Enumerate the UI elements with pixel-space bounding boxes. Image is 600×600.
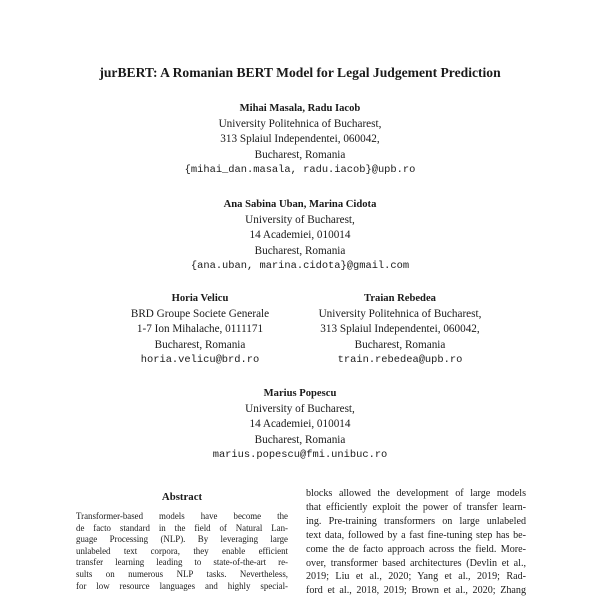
affiliation-line: Bucharest, Romania: [254, 148, 346, 161]
author-block-uban-cidota: [0, 197, 600, 275]
abstract-line: guage Processing (NLP). By leveraging large: [76, 534, 288, 545]
abstract-line: for low resource languages and highly special-: [76, 580, 288, 591]
abstract-line: unlabeled text corpora, they enable efficient: [76, 545, 288, 556]
affiliation-line: 1-7 Ion Mihalache, 0111171: [136, 323, 264, 335]
author-names: Horia Velicu: [171, 293, 229, 304]
abstract-heading: Abstract: [161, 491, 203, 503]
affiliation-line: University Politehnica of Bucharest,: [218, 117, 382, 130]
author-block-rebedea: [300, 291, 500, 369]
abstract-body: [76, 511, 288, 592]
affiliation-line: University of Bucharest,: [245, 213, 355, 226]
affiliation-line: 14 Academiei, 010014: [249, 229, 351, 241]
abstract-line: Transformer-based models have become the: [76, 511, 288, 521]
author-names: Traian Rebedea: [364, 293, 436, 304]
body-line: ing. Pre-training transformers on large unlabeled: [306, 515, 526, 527]
body-line: 2019; Liu et al., 2020; Yang et al., 2019; Rad-: [306, 571, 526, 583]
paper-title: jurBERT: A Romanian BERT Model for Legal Judgement Prediction: [99, 65, 501, 80]
author-block-masala-iacob: [0, 101, 600, 179]
body-line: that efficiently exploit the power of transfer learn-: [306, 501, 526, 513]
affiliation-line: 14 Academiei, 010014: [249, 418, 351, 430]
affiliation-line: Bucharest, Romania: [354, 338, 446, 351]
author-email: {ana.uban, marina.cidota}@gmail.com: [190, 260, 410, 272]
affiliation-line: BRD Groupe Societe Generale: [130, 307, 270, 320]
abstract-line: transfer learning leading to state-of-the-art re-: [76, 557, 288, 568]
affiliation-line: Bucharest, Romania: [154, 338, 246, 351]
affiliation-line: Bucharest, Romania: [254, 433, 346, 446]
author-block-popescu: [0, 386, 600, 464]
affiliation-line: University Politehnica of Bucharest,: [318, 307, 482, 320]
author-email: marius.popescu@fmi.unibuc.ro: [212, 449, 388, 461]
affiliation-line: 313 Splaiul Independentei, 060042,: [220, 133, 380, 145]
author-names: Ana Sabina Uban, Marina Cidota: [223, 199, 377, 210]
abstract-line: sults on numerous NLP tasks. Nevertheless,: [76, 568, 288, 579]
body-line: ford et al., 2018, 2019; Brown et al., 2020; Zhang: [306, 585, 526, 597]
author-email: {mihai_dan.masala, radu.iacob}@upb.ro: [184, 164, 416, 176]
author-names: Marius Popescu: [263, 388, 337, 399]
author-names: Mihai Masala, Radu Iacob: [239, 103, 361, 114]
author-email: horia.velicu@brd.ro: [140, 354, 260, 366]
body-line: over, transformer based architectures (Devlin et al.,: [306, 557, 526, 569]
affiliation-line: University of Bucharest,: [245, 402, 355, 415]
author-email: train.rebedea@upb.ro: [337, 354, 463, 366]
body-line: text data, followed by a fast fine-tuning step has be-: [306, 529, 526, 541]
affiliation-line: Bucharest, Romania: [254, 244, 346, 257]
body-line: blocks allowed the development of large models: [306, 488, 526, 499]
affiliation-line: 313 Splaiul Independentei, 060042,: [320, 323, 480, 335]
body-text-column: [306, 487, 526, 598]
body-line: come the de facto approach across the field. More-: [306, 543, 526, 555]
abstract-line: de facto standard in the field of Natural Lan-: [76, 522, 288, 533]
author-block-velicu: [100, 291, 300, 369]
